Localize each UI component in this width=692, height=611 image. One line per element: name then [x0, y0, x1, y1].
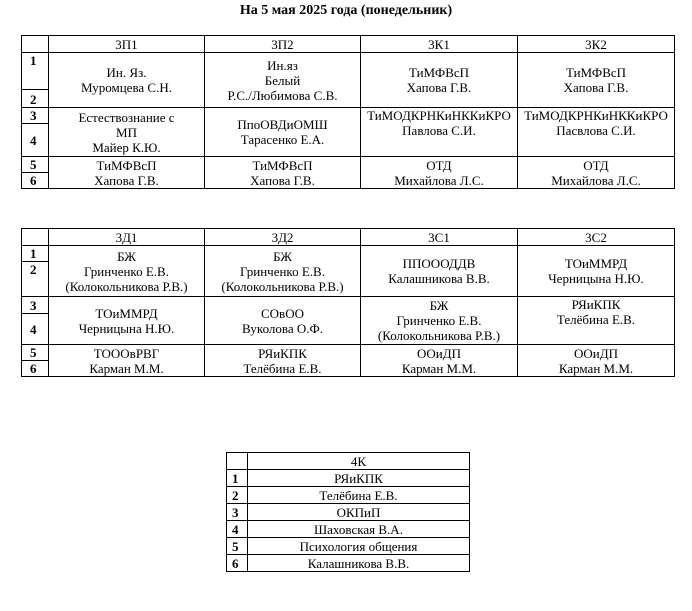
subject: ТиМФВсП [96, 157, 157, 173]
group-header: 4К [248, 453, 470, 470]
lesson-cell: ОКПиП [248, 504, 470, 521]
lesson-number: 1 [22, 246, 49, 262]
lesson-cell [49, 53, 205, 108]
lesson-cell: Психология общения [248, 538, 470, 555]
teacher: Карман М.М. [89, 360, 164, 376]
teacher: (Колокольникова Р.В.) [65, 278, 188, 294]
teacher: (Колокольникова Р.В.) [377, 328, 501, 343]
lesson-cell: РЯиКПК [248, 470, 470, 487]
lesson-number: 6 [227, 555, 248, 572]
teacher: Р.С./Любимова С.В. [227, 87, 338, 103]
lesson-cell [205, 157, 361, 189]
teacher: Вуколова О.Ф. [241, 320, 324, 336]
subject: ТиМФВсП [565, 65, 627, 80]
teacher: Черницына Н.Ю. [78, 320, 175, 336]
lesson-number: 4 [22, 314, 49, 345]
teacher: Тарасенко Е.А. [240, 132, 325, 147]
subject: Естествознание с [78, 109, 175, 125]
teacher: Карман М.М. [401, 360, 477, 376]
header-row [227, 453, 470, 470]
teacher: Михайлова Л.С. [394, 172, 484, 188]
teacher: Карман М.М. [558, 360, 634, 376]
lesson-cell [205, 297, 361, 345]
lesson-cell [361, 108, 518, 157]
lesson-number: 2 [22, 90, 49, 108]
teacher: Хапова Г.В. [563, 80, 629, 95]
subject: Ин.яз [267, 57, 298, 73]
corner-cell [227, 453, 248, 470]
corner-cell [22, 229, 49, 246]
group-header: 3П2 [205, 36, 361, 53]
lesson-cell [518, 53, 675, 108]
lesson-cell [518, 246, 675, 297]
group-header: 3С2 [518, 229, 675, 246]
group-header: 3П1 [49, 36, 205, 53]
teacher: (Колокольникова Р.В.) [221, 278, 344, 294]
lesson-cell: Телёбина Е.В. [248, 487, 470, 504]
lesson-cell [49, 246, 205, 297]
teacher: Хапова Г.В. [406, 80, 472, 95]
lesson-cell [361, 53, 518, 108]
subject: РЯиКПК [571, 297, 621, 312]
corner-cell [22, 36, 49, 53]
lesson-cell [361, 157, 518, 189]
lesson-number: 5 [22, 345, 49, 361]
lesson-cell [518, 108, 675, 157]
page-title: На 5 мая 2025 года (понедельник) [239, 3, 453, 18]
lesson-number: 1 [22, 53, 49, 90]
header-row [22, 229, 675, 246]
schedule-table-4k [226, 452, 470, 572]
lesson-number: 2 [22, 262, 49, 297]
lesson-cell [361, 297, 518, 345]
subject: ОТД [426, 157, 452, 173]
subject: ТиМФВсП [408, 65, 470, 80]
teacher: Гринченко Е.В. [240, 263, 325, 279]
teacher: Телёбина Е.В. [243, 360, 322, 376]
header-row [22, 36, 675, 53]
lesson-cell [49, 297, 205, 345]
lesson-cell [361, 246, 518, 297]
lesson-cell [205, 108, 361, 157]
lesson-cell [205, 53, 361, 108]
subject: БЖ [429, 298, 449, 313]
subject: ТОиММРД [564, 256, 628, 271]
lesson-cell: Шаховская В.А. [248, 521, 470, 538]
subject: ПпоОВДиОМШ [237, 117, 328, 132]
group-header: 3К2 [518, 36, 675, 53]
subject: РЯиКПК [258, 345, 307, 361]
group-header: 3Д1 [49, 229, 205, 246]
lesson-number: 6 [22, 173, 49, 189]
subject: ППОООДДВ [402, 256, 476, 271]
teacher: Михайлова Л.С. [551, 172, 641, 188]
subject: ТиМОДКРНКиНККиКРО [367, 108, 511, 123]
group-header: 3Д2 [205, 229, 361, 246]
lesson-number: 1 [227, 470, 248, 487]
lesson-cell [518, 345, 675, 377]
group-header: 3С1 [361, 229, 518, 246]
lesson-cell [518, 297, 675, 345]
subject: ОТД [583, 157, 609, 173]
lesson-number: 2 [227, 487, 248, 504]
subject: МП [116, 124, 137, 140]
lesson-number: 3 [22, 297, 49, 314]
lesson-cell [49, 345, 205, 377]
lesson-number: 5 [227, 538, 248, 555]
subject: Ин. Яз. [106, 65, 147, 80]
lesson-number: 4 [227, 521, 248, 538]
schedule-table-3d-3s-wrapper [0, 228, 692, 380]
teacher: Белый [264, 72, 301, 88]
teacher: Гринченко Е.В. [84, 263, 169, 279]
lesson-number: 6 [22, 361, 49, 377]
teacher: Телёбина Е.В. [556, 312, 636, 327]
subject: БЖ [117, 248, 136, 264]
teacher: Пасвлова С.И. [556, 123, 636, 138]
lesson-number: 4 [22, 124, 49, 157]
teacher: Муромцева С.Н. [81, 80, 172, 95]
lesson-cell [49, 108, 205, 157]
teacher: Гринченко Е.В. [396, 313, 482, 328]
subject: БЖ [273, 248, 292, 264]
subject: ООиДП [574, 345, 618, 361]
lesson-cell [205, 345, 361, 377]
subject: ТОиММРД [95, 305, 158, 321]
subject: СОвОО [261, 305, 304, 321]
schedule-table-3d-3s [21, 228, 675, 377]
lesson-cell [205, 246, 361, 297]
lesson-number: 3 [22, 108, 49, 124]
lesson-cell [518, 157, 675, 189]
subject: ТиМОДКРНКиНККиКРО [524, 108, 668, 123]
teacher: Черницына Н.Ю. [548, 271, 644, 286]
teacher: Павлова С.И. [402, 123, 476, 138]
lesson-cell [49, 157, 205, 189]
lesson-cell: Калашникова В.В. [248, 555, 470, 572]
group-header: 3К1 [361, 36, 518, 53]
teacher: Хапова Г.В. [94, 172, 159, 188]
subject: ТиМФВсП [252, 157, 313, 173]
lesson-number: 3 [227, 504, 248, 521]
subject: ООиДП [417, 345, 461, 361]
lesson-number: 5 [22, 157, 49, 173]
teacher: Майер К.Ю. [92, 139, 161, 155]
schedule-table-3p-3k [21, 35, 675, 189]
subject: ТОООвРВГ [93, 345, 160, 361]
teacher: Калашникова В.В. [388, 271, 490, 286]
teacher: Хапова Г.В. [250, 172, 315, 188]
lesson-cell [361, 345, 518, 377]
